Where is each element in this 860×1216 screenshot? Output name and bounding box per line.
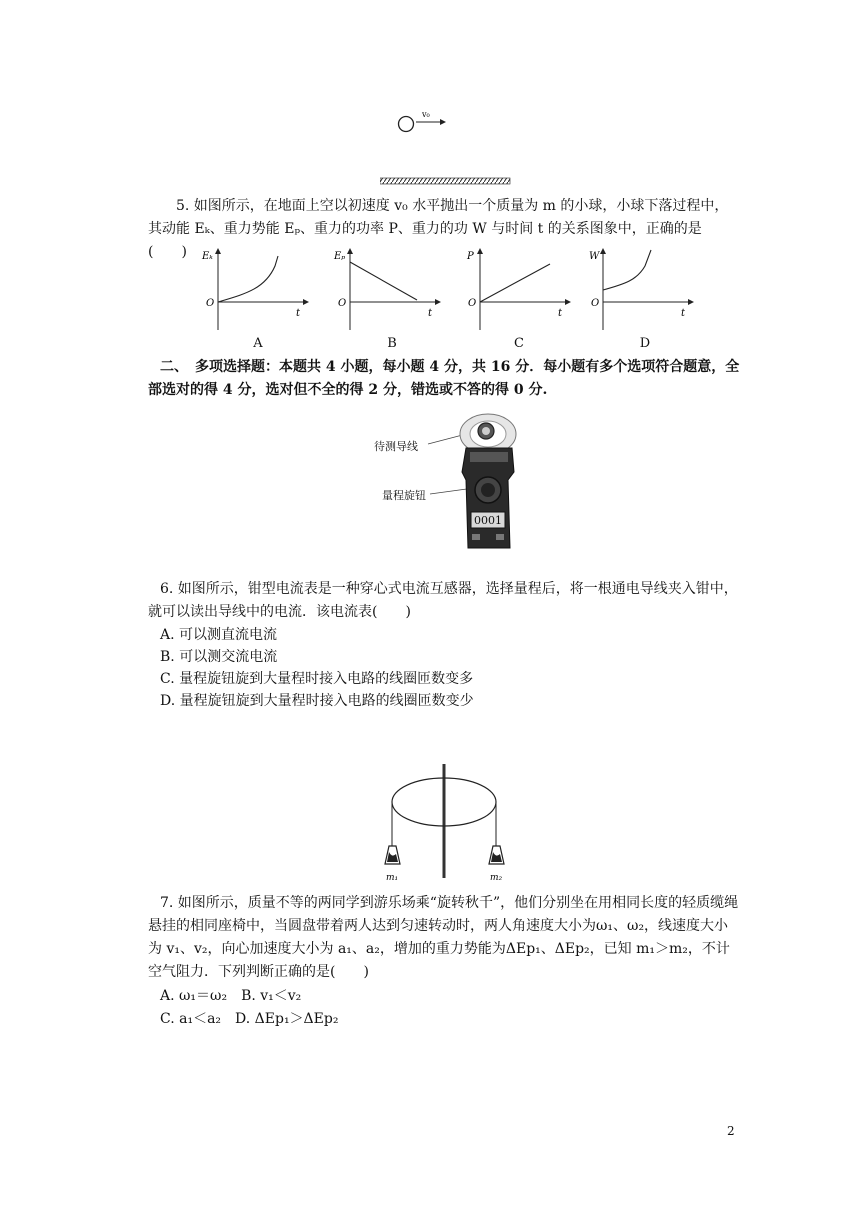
question-5-text: 5. 如图所示，在地面上空以初速度 v₀ 水平抛出一个质量为 m 的小球，小球下落过程中，其动能 Eₖ、重力势能 Eₚ、重力的功率 P、重力的功 W 与时间 t 的关系图象中，正确的是( ) bbox=[148, 198, 729, 260]
svg-text:t: t bbox=[558, 308, 563, 319]
clamp-meter-figure bbox=[370, 408, 540, 550]
q6-option-c: C. 量程旋钮旋到大量程时接入电路的线圈匝数变多 bbox=[160, 671, 474, 687]
svg-text:t: t bbox=[296, 308, 301, 319]
svg-text:O: O bbox=[206, 298, 215, 309]
v0-label: v₀ bbox=[422, 110, 430, 119]
svg-text:0001: 0001 bbox=[474, 514, 502, 527]
projectile-diagram bbox=[380, 104, 520, 188]
question-6-text: 6. 如图所示，钳型电流表是一种穿心式电流互感器，选择量程后，将一根通电导线夹入钳中，就可以读出导线中的电流．该电流表( ) bbox=[148, 581, 738, 620]
q7-options-cd: C. a₁＜a₂ D. ΔEp₁＞ΔEp₂ bbox=[160, 1011, 339, 1027]
svg-text:Eₚ: Eₚ bbox=[334, 251, 346, 262]
svg-text:t: t bbox=[428, 308, 433, 319]
question-7-text: 7. 如图所示，质量不等的两同学到游乐场乘“旋转秋千”，他们分别坐在用相同长度的轻质缆绳悬挂的相同座椅中，当圆盘带着两人达到匀速转动时，两人角速度大小为ω₁、ω₂，线速度大小为 v₁、v₂，向心加速度大小为 a₁、a₂，增加的重力势能为ΔEp₁、ΔEp₂，已知 m₁＞m₂，不计空气阻力．下列判断正确的是( ) bbox=[148, 895, 739, 980]
graph-a bbox=[200, 244, 310, 334]
svg-text:t: t bbox=[681, 308, 686, 319]
graph-c bbox=[462, 244, 572, 334]
svg-text:O: O bbox=[338, 298, 347, 309]
wire-label: 待测导线 bbox=[374, 440, 418, 453]
projectile-figure bbox=[380, 104, 520, 188]
graph-a-label: A bbox=[253, 336, 263, 351]
q6-option-b: B. 可以测交流电流 bbox=[160, 649, 278, 665]
graph-c-label: C bbox=[514, 336, 524, 351]
section-2-heading: 二、 多项选择题：本题共 4 小题，每小题 4 分，共 16 分．每小题有多个选项符合题意，全部选对的得 4 分，选对但不全的得 2 分，错选或不答的得 0 分. bbox=[148, 359, 740, 398]
ball-icon bbox=[399, 117, 414, 132]
graph-d-label: D bbox=[639, 336, 651, 351]
graph-d bbox=[585, 244, 695, 334]
q7-options-ab: A. ω₁＝ω₂ B. v₁＜v₂ bbox=[160, 988, 302, 1004]
graph-b bbox=[332, 244, 442, 334]
q6-option-d: D. 量程旋钮旋到大量程时接入电路的线圈匝数变少 bbox=[160, 693, 474, 709]
graph-b-label: B bbox=[387, 336, 397, 351]
svg-text:m₂: m₂ bbox=[490, 873, 503, 883]
svg-text:m₁: m₁ bbox=[386, 873, 399, 883]
rotating-swing-figure bbox=[378, 762, 518, 886]
q6-option-a: A. 可以测直流电流 bbox=[160, 627, 278, 643]
svg-text:O: O bbox=[591, 298, 600, 309]
knob-label: 量程旋钮 bbox=[382, 489, 426, 502]
page-number: 2 bbox=[727, 1124, 735, 1138]
svg-text:W: W bbox=[589, 251, 600, 262]
svg-text:P: P bbox=[467, 251, 474, 262]
ground-hatch bbox=[380, 178, 510, 184]
svg-text:Eₖ: Eₖ bbox=[202, 251, 213, 262]
svg-text:O: O bbox=[468, 298, 477, 309]
